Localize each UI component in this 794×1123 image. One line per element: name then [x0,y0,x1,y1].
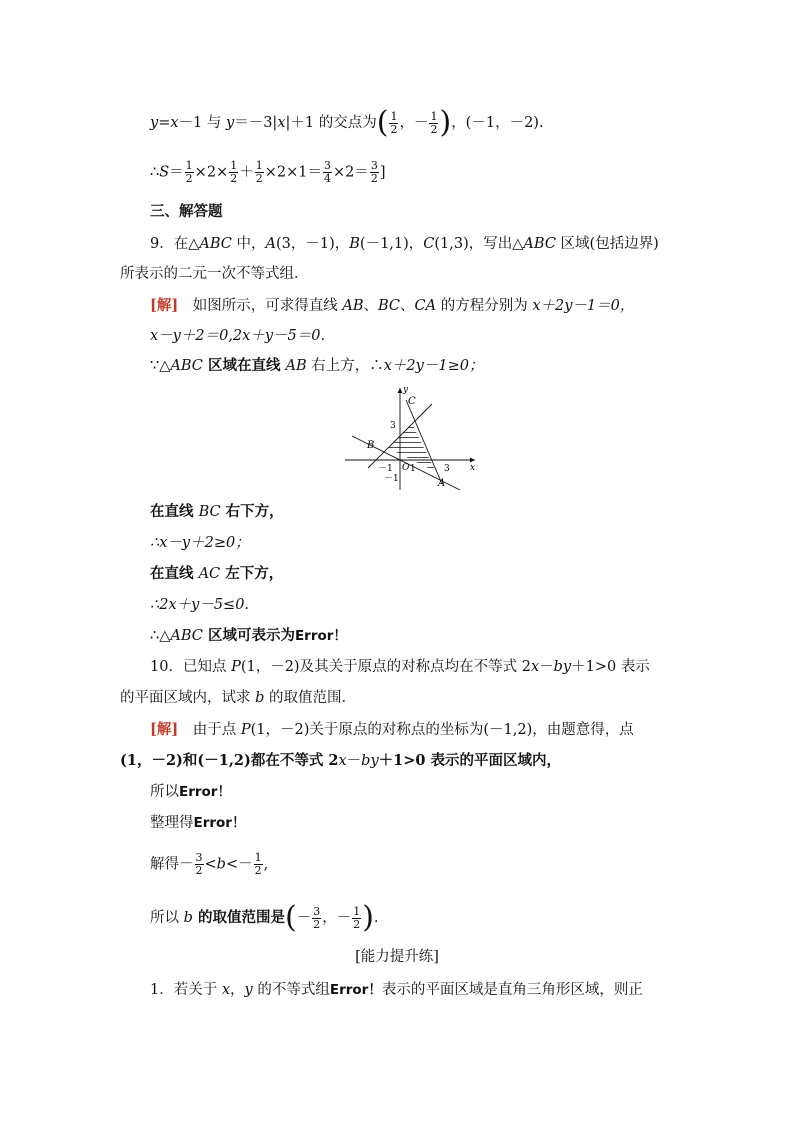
question-10-line-1: 10．已知点 P(1，－2)及其关于原点的对称点均在不等式 2x－by＋1>0 表示 [150,659,650,675]
intersection-line: y=x－1 与 y＝－3|x|＋1 的交点为( $\frac{1}{2}$ ，－ $\frac{1}{2}$ )，(－1，－2). [150,105,544,140]
tick-x-minus-1: －1 [378,464,393,474]
point-c-label: C [408,396,416,407]
tick-x-1: 1 [410,464,416,474]
x-axis-label: x [470,463,476,473]
solution-10-line-2: (1，－2)和(－1,2)都在不等式 2x－by＋1>0 表示的平面区域内， [120,752,562,769]
solution-9-line-1: [解] 如图所示，可求得直线 AB、BC、CA 的方程分别为 x＋2y－1＝0， [150,297,635,314]
point-b-label: B [367,440,375,451]
solution-10-line-3: 所以Error！ [150,784,231,800]
solution-10-line-6: 所以 b 的取值范围是(－ $\frac{3}{2}$ ，－ $\frac{1}{2}$ ). [150,900,379,935]
ability-heading: [能力提升练] [355,949,439,965]
x-axis-arrow [470,458,475,463]
y-axis-label: y [403,385,409,395]
solution-9-line-2: x－y＋2＝0,2x＋y－5＝0. [150,328,326,344]
y-axis-arrow [398,388,403,393]
tick-y-minus-1: －1 [384,474,399,484]
question-10-line-2: 的平面区域内，试求 b 的取值范围． [120,690,357,706]
triangle-region-graph [340,380,480,492]
question-9-line-2: 所表示的二元一次不等式组． [120,266,309,282]
solution-9-line-3: ∵△ABC 区域在直线 AB 右上方，∴x＋2y－1≥0； [150,357,484,374]
section-heading: 三、解答题 [150,203,223,220]
solution-9-line-6: 在直线 AC 左下方， [150,565,284,582]
solution-10-line-1: [解] 由于点 P(1，－2)关于原点的对称点的坐标为(－1,2)，由题意得，点 [150,721,634,738]
point-a-label: A [438,478,446,489]
solution-10-line-5: 解得－ $\frac{3}{2}$ <b<－ $\frac{1}{2}$ , [150,851,269,877]
area-formula-line: ∴S＝ $\frac{1}{2}$ ×2× $\frac{1}{2}$ ＋ $\frac{1}{2}$ ×2×1＝ $\frac{3}{4}$ ×2＝ $\frac{3}{2}$ ] [150,159,386,185]
solution-10-line-4: 整理得Error！ [150,815,246,831]
solution-tag: [解] [150,721,179,738]
tick-x-3: 3 [444,464,450,474]
solution-9-line-4: 在直线 BC 右下方， [150,503,284,520]
origin-label: O [402,463,410,473]
solution-tag: [解] [150,297,179,314]
solution-9-line-8: ∴△ABC 区域可表示为Error！ [150,627,347,644]
solution-9-line-5: ∴x－y＋2≥0； [150,535,250,551]
question-9-line-1: 9．在△ABC 中，A(3，－1)，B(－1,1)，C(1,3)，写出△ABC 区域(包括边界) [150,236,659,252]
solution-9-line-7: ∴2x＋y－5≤0. [150,597,250,613]
tick-y-3: 3 [390,421,396,431]
ability-question-1: 1．若关于 x，y 的不等式组Error！表示的平面区域是直角三角形区域，则正 [150,982,643,998]
